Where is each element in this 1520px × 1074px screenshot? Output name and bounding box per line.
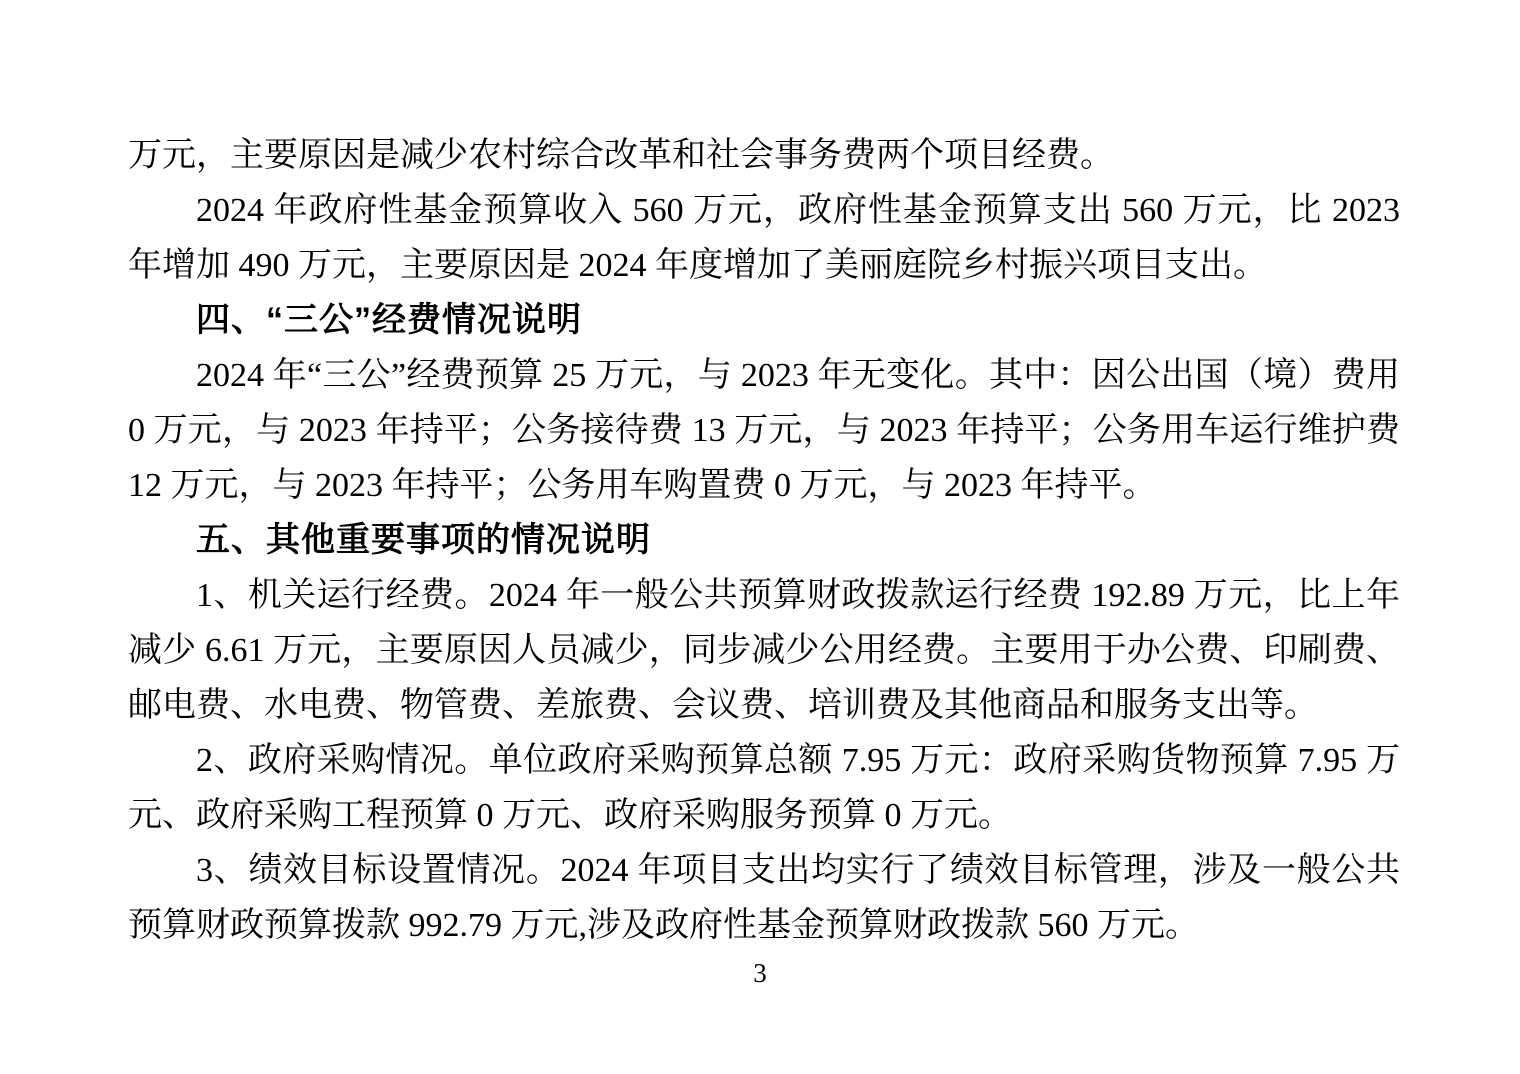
section-heading-other-important-matters: 五、其他重要事项的情况说明 — [196, 521, 651, 559]
paragraph-three-public-expenses-detail: 2024 年“三公”经费预算 25 万元，与 2023 年无变化。其中：因公出国（境）费用 0 万元，与 2023 年持平；公务接待费 13 万元，与 2023 年持平；公务用车运行维护费 12 万元，与 2023 年持平；公务用车购置费 0 万元，与 2023 年持平。 — [128, 357, 1400, 504]
paragraph-continuation: 万元，主要原因是减少农村综合改革和社会事务费两个项目经费。 — [128, 137, 1114, 174]
paragraph-gov-fund-budget: 2024 年政府性基金预算收入 560 万元，政府性基金预算支出 560 万元，比 2023 年增加 490 万元，主要原因是 2024 年度增加了美丽庭院乡村振兴项目支出。 — [128, 192, 1400, 284]
paragraph-agency-operating-funds: 1、机关运行经费。2024 年一般公共预算财政拨款运行经费 192.89 万元，比上年减少 6.61 万元，主要原因人员减少，同步减少公用经费。主要用于办公费、印刷费、邮电费、水电费、物管费、差旅费、会议费、培训费及其他商品和服务支出等。 — [128, 577, 1400, 724]
paragraph-performance-targets: 3、绩效目标设置情况。2024 年项目支出均实行了绩效目标管理，涉及一般公共预算财政预算拨款 992.79 万元,涉及政府性基金预算财政拨款 560 万元。 — [128, 852, 1400, 944]
section-heading-three-public-expenses: 四、“三公”经费情况说明 — [196, 301, 582, 339]
document-body — [128, 128, 1400, 953]
page-number: 3 — [753, 958, 767, 988]
paragraph-government-procurement: 2、政府采购情况。单位政府采购预算总额 7.95 万元：政府采购货物预算 7.95 万元、政府采购工程预算 0 万元、政府采购服务预算 0 万元。 — [128, 742, 1400, 834]
